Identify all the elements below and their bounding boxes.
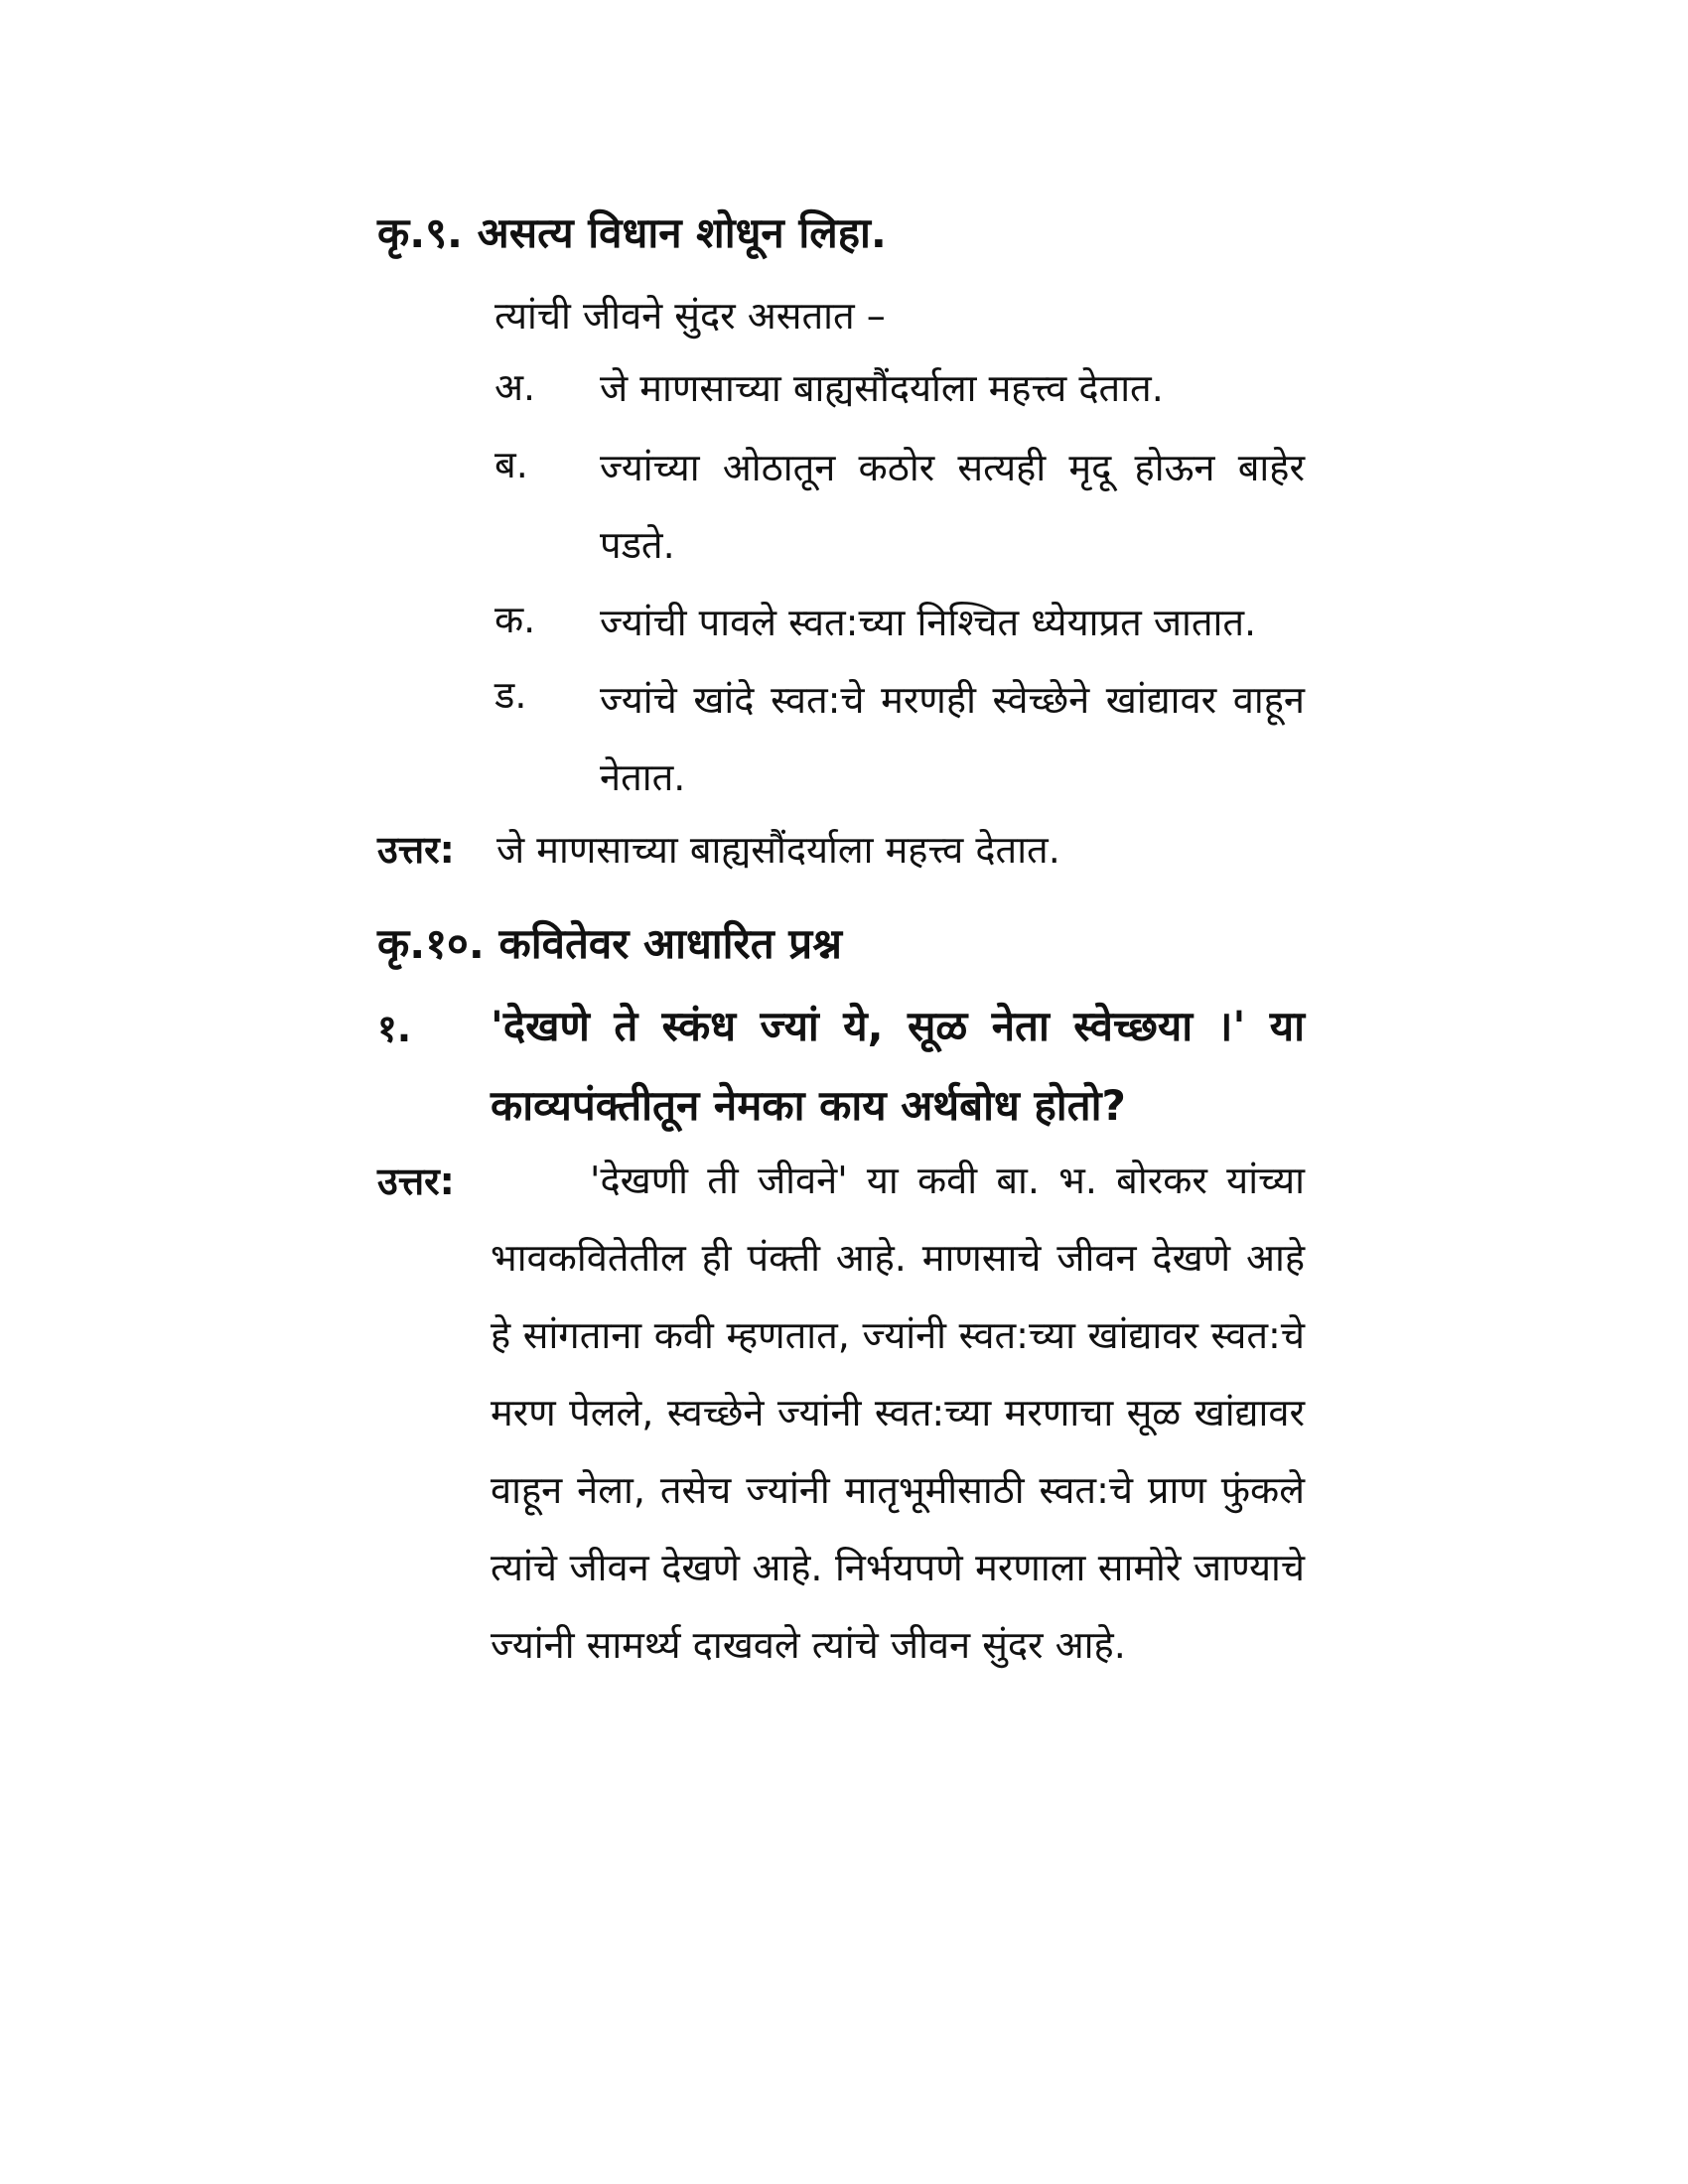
option-text: जे माणसाच्या बाह्यसौंदर्याला महत्त्व देतात. <box>600 366 1164 410</box>
option-text: ज्यांच्या ओठातून कठोर सत्यही मृदू होऊन बाहेर पडते. <box>600 446 1305 567</box>
question-number: १. <box>377 1007 412 1050</box>
option-marker: ड. <box>494 673 527 717</box>
option-marker: ब. <box>494 443 528 486</box>
answer-text: जे माणसाच्या बाह्यसौंदर्याला महत्त्व देतात. <box>496 828 1060 872</box>
q9-stem: त्यांची जीवने सुंदर असतात – <box>494 294 886 338</box>
option-marker: अ. <box>494 365 536 409</box>
option-text: ज्यांची पावले स्वत:च्या निश्चित ध्येयाप्रत जातात. <box>600 601 1257 644</box>
question-text: 'देखणे ते स्कंध ज्यां ये, सूळ नेता स्वेच्छया ।' या काव्यपंक्तीतून नेमका काय अर्थबोध होतो? <box>491 1002 1305 1130</box>
q10-heading: कृ.१०. कवितेवर आधारित प्रश्न <box>377 919 842 968</box>
option-marker: क. <box>494 598 536 641</box>
option-text: ज्यांचे खांदे स्वत:चे मरणही स्वेच्छेने खांद्यावर वाहून नेतात. <box>600 678 1305 799</box>
answer-paragraph: 'देखणी ती जीवने' या कवी बा. भ. बोरकर यांच्या भावकवितेतील ही पंक्ती आहे. माणसाचे जीवन देखणे आहे हे सांगताना कवी म्हणतात, ज्यांनी स्वत:च्या खांद्यावर स्वत:चे मरण पेलले, स्वच्छेने ज्यांनी स्वत:च्या मरणाचा सूळ खांद्यावर वाहून नेला, तसेच ज्यांनी मातृभूमीसाठी स्वत:चे प्राण फुंकले त्यांचे जीवन देखणे आहे. निर्भयपणे मरणाला सामोरे जाण्याचे ज्यांनी सामर्थ्य दाखवले त्यांचे जीवन सुंदर आहे. <box>491 1159 1305 1667</box>
q9-heading: कृ.९. असत्य विधान शोधून लिहा. <box>377 208 887 257</box>
answer-label: उत्तर: <box>377 828 455 872</box>
answer-label: उत्तर: <box>377 1160 455 1203</box>
